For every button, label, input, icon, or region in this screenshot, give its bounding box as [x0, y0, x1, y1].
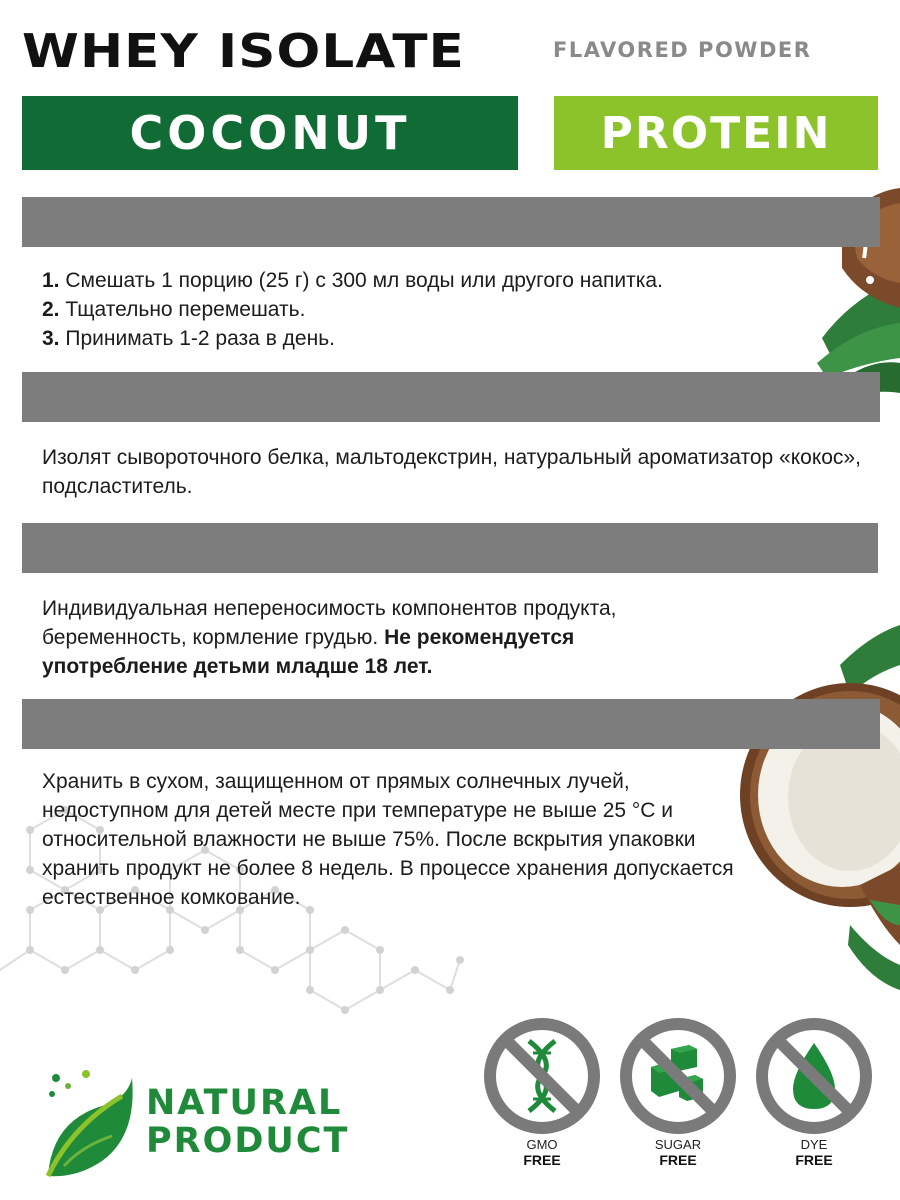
category-label: PROTEIN [600, 107, 832, 159]
badge-sub: FREE [523, 1152, 561, 1168]
badge-sub: FREE [795, 1152, 833, 1168]
flavor-banner [22, 96, 518, 170]
storage-text: Хранить в сухом, защищенном от прямых солнечных лучей, недоступном для детей месте при температуре не выше 25 °С и относительной влажности не выше 75%. После вскрытия упаковки хранить продукт не более 8 недель. В процессе хранения допускается естественное комкование. [42, 770, 734, 909]
step-text: Принимать 1-2 раза в день. [65, 327, 335, 350]
flavor-label: COCONUT [129, 106, 411, 160]
storage-section-header [22, 699, 880, 749]
usage-step [42, 266, 882, 295]
category-banner [554, 96, 878, 170]
natural-line-2: PRODUCT [146, 1121, 350, 1161]
badge-sub: FREE [659, 1152, 697, 1168]
dye-free-badge [755, 1017, 873, 1168]
product-form: FLAVORED POWDER [553, 38, 812, 62]
step-text: Смешать 1 порцию (25 г) с 300 мл воды или другого напитка. [65, 269, 663, 292]
sugar-free-badge [619, 1017, 737, 1168]
composition-text: Изолят сывороточного белка, мальтодекстрин, натуральный ароматизатор «кокос», подсластитель. [42, 446, 861, 498]
badge-label: GMO [526, 1137, 558, 1152]
composition-section-header [22, 372, 880, 422]
leaf-icon [42, 1066, 134, 1182]
usage-steps [42, 266, 882, 353]
step-number: 1. [42, 269, 60, 292]
usage-step [42, 295, 882, 324]
product-title: WHEY ISOLATE [22, 24, 465, 78]
natural-line-1: NATURAL [146, 1083, 343, 1123]
step-number: 3. [42, 327, 60, 350]
step-number: 2. [42, 298, 60, 321]
step-text: Тщательно перемешать. [65, 298, 306, 321]
usage-section-header [22, 197, 880, 247]
contraindications-section-header [22, 523, 878, 573]
badge-label: SUGAR [654, 1137, 702, 1152]
drop-icon [755, 1017, 873, 1135]
usage-step [42, 324, 882, 353]
age-warning: Не рекомендуется употребление детьми младше 18 лет. [42, 626, 575, 678]
contraindications-text [42, 594, 722, 681]
dna-icon [483, 1017, 601, 1135]
badge-label: DYE [800, 1137, 828, 1152]
gmo-free-badge [483, 1017, 601, 1168]
sugar-cubes-icon [619, 1017, 737, 1135]
natural-product-label [146, 1084, 349, 1160]
contraindications-body: Индивидуальная непереносимость компонентов продукта, беременность, кормление грудью. [42, 597, 617, 649]
coconut-half-illustration [730, 625, 900, 990]
